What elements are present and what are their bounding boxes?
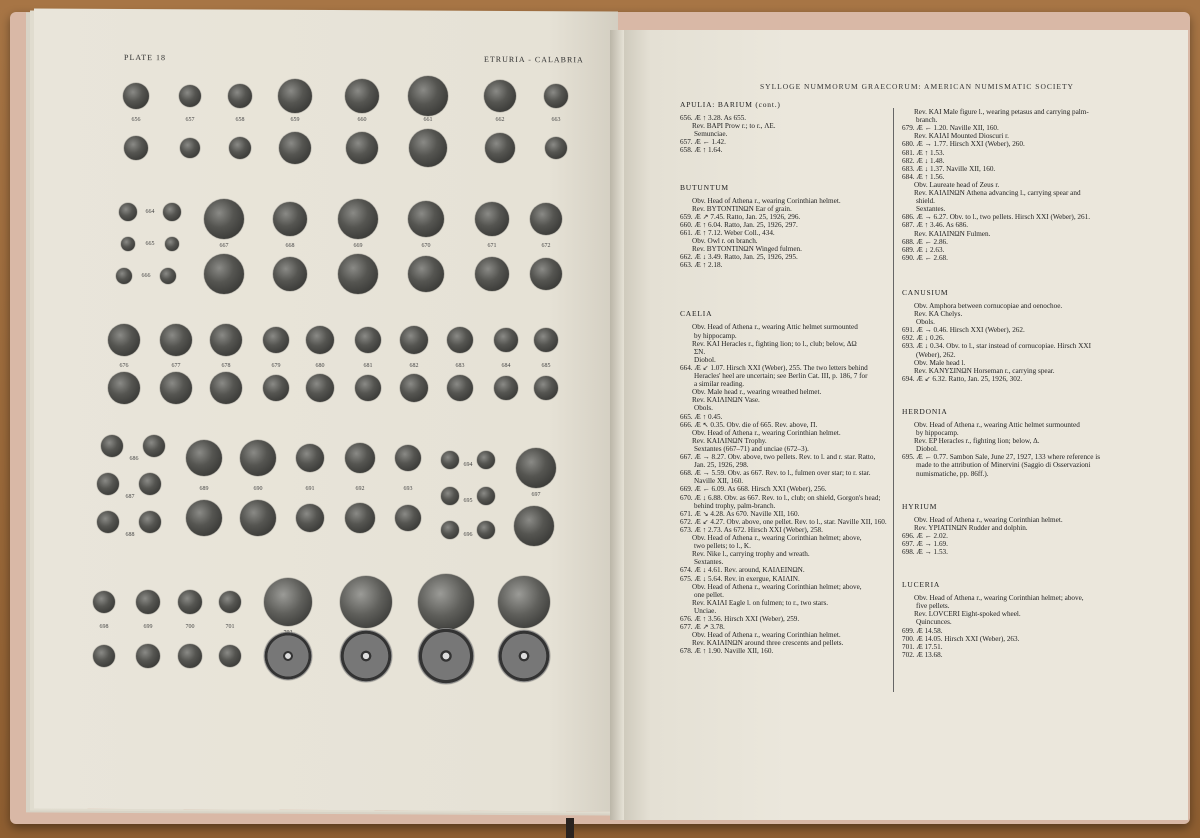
catalogue-line: 661. Æ ↑ 7.12. Weber Coll., 434.	[680, 228, 775, 237]
coin-image	[338, 199, 378, 239]
coin-image	[228, 84, 252, 108]
catalogue-line: Sextantes (667–71) and unciae (672–3).	[694, 444, 809, 453]
catalogue-line: 657. Æ ← 1.42.	[680, 138, 726, 147]
coin-image	[240, 440, 276, 476]
coin-image	[210, 372, 242, 404]
coin-image	[485, 133, 515, 163]
coin-number: 697	[531, 492, 541, 498]
coin-number: 690	[253, 486, 263, 492]
catalogue-line: 687. Æ ↑ 3.46. As 686.	[902, 221, 969, 230]
coin-image	[409, 129, 447, 167]
coin-image	[355, 375, 381, 401]
coin-number: 662	[495, 117, 505, 123]
catalogue-line: 695. Æ ← 0.77. Sambon Sale, June 27, 1927, 133 where reference is	[902, 453, 1101, 462]
coin-image	[97, 511, 119, 533]
catalogue-line: 668. Æ → 5.59. Obv. as 667. Rev. to l., fulmen over star; to r. star.	[680, 469, 871, 478]
catalogue-line: Obv. Laureate head of Zeus r.	[914, 180, 1000, 189]
catalogue-line: Rev. KAI Heracles r., fighting lion; to l., club; below, ΔΩ	[692, 339, 857, 348]
coin-image	[475, 257, 509, 291]
coin-image	[139, 473, 161, 495]
catalogue-line: 670. Æ ↓ 6.88. Obv. as 667. Rev. to l., club; on shield, Gorgon's head;	[680, 493, 881, 502]
section-title: BUTUNTUM	[680, 182, 729, 192]
coin-image	[163, 203, 181, 221]
catalogue-line: 660. Æ ↑ 6.04. Ratto, Jan. 25, 1926, 297.	[680, 220, 798, 229]
catalogue-line: Sextantes.	[694, 558, 724, 567]
section-title: HYRIUM	[902, 501, 938, 511]
coin-number: 694	[463, 462, 473, 468]
coin-number: 663	[551, 117, 561, 123]
catalogue-line: Diobol.	[916, 445, 938, 454]
catalogue-line: 669. Æ ← 6.09. As 668. Hirsch XXI (Weber), 256.	[680, 485, 827, 494]
coin-image	[204, 254, 244, 294]
catalogue-line: 701. Æ 17.51.	[902, 642, 943, 651]
coin-image	[418, 574, 474, 630]
coin-number: 668	[285, 243, 295, 249]
coin-number: 684	[501, 363, 511, 369]
catalogue-line: Obv. Owl r. on branch.	[692, 237, 758, 245]
column-rule	[893, 108, 894, 692]
catalogue-line: Rev. YPIATINΩN Rudder and dolphin.	[914, 523, 1028, 532]
coin-number: 685	[541, 363, 551, 369]
catalogue-line: branch.	[916, 116, 938, 125]
book-gutter	[610, 30, 624, 820]
catalogue-line: Rev. KANYΣINΩN Horseman r., carrying spear.	[914, 366, 1055, 375]
coin-number: 701	[225, 624, 235, 630]
catalogue-line: Heracles' heel are uncertain; see Berlin Cat. III, p. 186, 7 for	[694, 372, 868, 380]
catalogue-line: Obv. Head of Athena r., wearing Corinthian helmet; above,	[692, 582, 862, 591]
coin-image	[264, 578, 312, 626]
catalogue-line: Obv. Head of Athena r., wearing Corinthian helmet.	[692, 631, 841, 640]
coin-number: 688	[125, 532, 135, 538]
coin-image	[210, 324, 242, 356]
catalogue-line: 659. Æ ↗ 7.45. Ratto, Jan. 25, 1926, 296.	[680, 212, 801, 221]
catalogue-line: Rev. BYTONTINΩN Ear of grain.	[692, 204, 792, 213]
catalogue-line: 686. Æ → 6.27. Obv. to l., two pellets. Hirsch XXI (Weber), 261.	[902, 213, 1090, 222]
coin-number: 669	[353, 243, 363, 249]
coin-number: 667	[219, 243, 229, 249]
coin-number: 658	[235, 117, 245, 123]
coin-image	[101, 435, 123, 457]
catalogue-line: 682. Æ ↓ 1.48.	[902, 156, 945, 165]
catalogue-line: 683. Æ ↓ 1.37. Naville XII, 160.	[902, 164, 996, 173]
catalogue-line: 675. Æ ↓ 5.64. Rev. in exergue, KAIΛIN.	[680, 574, 800, 583]
catalogue-line: Semunciae.	[694, 130, 728, 139]
catalogue-line: 678. Æ ↑ 1.90. Naville XII, 160.	[680, 647, 774, 656]
coin-image	[346, 132, 378, 164]
coin-image	[534, 328, 558, 352]
coin-number: 692	[355, 486, 365, 492]
coin-image	[338, 254, 378, 294]
coin-number: 656	[131, 117, 141, 123]
coin-number: 677	[171, 363, 181, 369]
coin-number: 683	[455, 363, 465, 369]
catalogue-line: numismatiche, pp. 86ff.).	[916, 469, 989, 478]
coin-image	[124, 136, 148, 160]
coin-number: 698	[99, 624, 109, 630]
coin-number: 678	[221, 363, 231, 369]
catalogue-line: Sextantes.	[916, 205, 946, 214]
catalogue-line: Rev. LOVCERI Eight-spoked wheel.	[914, 610, 1021, 619]
coin-image	[296, 504, 324, 532]
catalogue-line: Rev. Nike l., carrying trophy and wreath.	[692, 550, 810, 559]
coin-image	[408, 201, 444, 237]
coin-number: 664	[145, 209, 155, 215]
catalogue-line: one pellet.	[694, 590, 724, 599]
coin-image	[494, 376, 518, 400]
coin-number: 691	[305, 486, 315, 492]
coin-image	[116, 268, 132, 284]
coin-image	[97, 473, 119, 495]
coin-image	[204, 199, 244, 239]
coin-image	[136, 590, 160, 614]
coin-image	[296, 444, 324, 472]
coin-image	[530, 258, 562, 290]
coin-image	[178, 590, 202, 614]
catalogue-line: Obv. Head of Athena r., wearing Corinthian helmet.	[914, 515, 1063, 524]
coin-number: 681	[363, 363, 373, 369]
coin-number: 661	[423, 117, 433, 123]
coin-image	[180, 138, 200, 158]
coin-image	[408, 256, 444, 292]
catalogue-line: Rev. KA Chelys.	[914, 310, 963, 318]
catalogue-line: Obols.	[694, 404, 713, 413]
section-title: APULIA: BARIUM (cont.)	[680, 100, 781, 109]
coin-image	[494, 328, 518, 352]
catalogue-line: Obv. Amphora between cornucopiae and oenochoe.	[914, 301, 1063, 310]
section-title: CANUSIUM	[902, 287, 949, 297]
catalogue-line: Unciae.	[694, 606, 717, 615]
catalogue-line: a similar reading.	[694, 380, 745, 389]
coin-image	[186, 500, 222, 536]
catalogue-line: 679. Æ ← 1.20. Naville XII, 160.	[902, 124, 999, 133]
catalogue-line: 694. Æ ↙ 6.32. Ratto, Jan. 25, 1926, 302.	[902, 374, 1023, 383]
catalogue-line: 672. Æ ↙ 4.27. Obv. above, one pellet. Rev. to l., star. Naville XII, 160.	[680, 517, 887, 526]
coin-image	[264, 632, 312, 680]
coin-image	[165, 237, 179, 251]
coin-image	[534, 376, 558, 400]
coin-image	[160, 324, 192, 356]
catalogue-line: 656. Æ ↑ 3.28. As 655.	[680, 114, 747, 122]
catalogue-line: 699. Æ 14.58.	[902, 626, 943, 635]
coin-number: 695	[463, 498, 473, 504]
coin-number: 699	[143, 624, 153, 630]
catalogue-line: two pellets; to l., K.	[694, 542, 751, 551]
catalogue-line: Rev. KAIΛI Mounted Dioscuri r.	[914, 132, 1009, 141]
coin-number: 680	[315, 363, 325, 369]
catalogue-line: Rev. KAIΛINΩN Fulmen.	[914, 229, 991, 238]
catalogue-line: Obv. Male head r., wearing wreathed helmet.	[692, 388, 822, 397]
catalogue-line: Rev. EP Heracles r., fighting lion; below, Δ.	[914, 437, 1040, 446]
catalogue-line: 677. Æ ↗ 3.78.	[680, 623, 725, 632]
catalogue-line: 667. Æ → 8.27. Obv. above, two pellets. Rev. to l. and r. star. Ratto,	[680, 453, 876, 461]
catalogue-line: Rev. KAIΛINΩN Athena advancing l., carrying spear and	[914, 189, 1081, 197]
catalogue-line: (Weber), 262.	[916, 350, 956, 359]
catalogue-line: 673. Æ ↑ 2.73. As 672. Hirsch XXI (Weber), 258.	[680, 525, 823, 534]
catalogue-line: behind trophy, palm-branch.	[694, 501, 776, 510]
catalogue-line: Obv. Head of Athena r., wearing Corinthian helmet; above,	[692, 534, 862, 542]
catalogue-line: Obv. Male head l.	[914, 358, 966, 367]
catalogue-line: Rev. BYTONTINΩN Winged fulmen.	[692, 245, 802, 254]
catalogue-line: Naville XII, 160.	[694, 477, 744, 486]
section-title: HERDONIA	[902, 406, 948, 416]
coin-image	[355, 327, 381, 353]
catalogue-line: 693. Æ ↓ 0.34. Obv. to l., star instead of cornucopiae. Hirsch XXI	[902, 342, 1091, 351]
coin-image	[400, 374, 428, 402]
section-title: LUCERIA	[902, 580, 941, 590]
coin-image	[306, 374, 334, 402]
coin-image	[139, 511, 161, 533]
coin-number: 670	[421, 243, 431, 249]
catalogue-line: Rev. KAIΛINΩN Vase.	[692, 396, 760, 405]
catalogue-line: Obv. Head of Athena r., wearing Corinthian helmet; above,	[914, 594, 1084, 603]
coin-image	[263, 327, 289, 353]
coin-image	[229, 137, 251, 159]
catalogue-line: 691. Æ → 0.46. Hirsch XXI (Weber), 262.	[902, 326, 1025, 335]
coin-image	[121, 237, 135, 251]
coin-image	[516, 448, 556, 488]
catalogue-line: 690. Æ ← 2.68.	[902, 253, 948, 262]
coin-image	[240, 500, 276, 536]
coin-image	[340, 630, 392, 682]
coin-image	[263, 375, 289, 401]
coin-image	[447, 375, 473, 401]
catalogue-line: 663. Æ ↑ 2.18.	[680, 261, 723, 270]
catalogue-line: 674. Æ ↓ 4.61. Rev. around, KAIΛEINΩN.	[680, 566, 805, 575]
coin-number: 666	[141, 273, 151, 279]
coin-image	[279, 132, 311, 164]
coin-image	[545, 137, 567, 159]
catalogue-line: 680. Æ → 1.77. Hirsch XXI (Weber), 260.	[902, 140, 1025, 149]
catalogue-line: Obv. Head of Athena r., wearing Attic helmet surmounted	[692, 323, 858, 332]
coin-number: 693	[403, 486, 413, 492]
catalogue-line: 688. Æ ← 2.86.	[902, 237, 948, 246]
coin-number: 660	[357, 117, 367, 123]
coin-image	[108, 372, 140, 404]
coin-image	[345, 79, 379, 113]
coin-number: 676	[119, 363, 129, 369]
coin-number: 687	[125, 494, 135, 500]
catalogue-line: Diobol.	[694, 355, 716, 364]
catalogue-line: 666. Æ ↖ 0.35. Obv. die of 665. Rev. above, Π.	[680, 420, 818, 429]
catalogue-line: 676. Æ ↑ 3.56. Hirsch XXI (Weber), 259.	[680, 615, 800, 623]
coin-number: 671	[487, 243, 497, 249]
catalogue-line: shield.	[916, 197, 935, 206]
catalogue-line: Jan. 25, 1926, 298.	[694, 461, 749, 470]
catalogue-line: by hippocamp.	[694, 331, 737, 340]
coin-image	[273, 257, 307, 291]
catalogue-line: 692. Æ ↓ 0.26.	[902, 334, 945, 343]
coin-image	[179, 85, 201, 107]
coin-image	[447, 327, 473, 353]
coin-image	[160, 268, 176, 284]
coin-image	[108, 324, 140, 356]
coin-image	[219, 591, 241, 613]
coin-image	[143, 435, 165, 457]
catalogue-line: 671. Æ ↘ 4.28. As 670. Naville XII, 160.	[680, 509, 800, 518]
catalogue-line: 700. Æ 14.05. Hirsch XXI (Weber), 263.	[902, 634, 1020, 643]
catalogue-line: 698. Æ → 1.53.	[902, 548, 948, 556]
coin-image	[278, 79, 312, 113]
catalogue-line: 681. Æ ↑ 1.53.	[902, 148, 945, 157]
coin-image	[475, 202, 509, 236]
catalogue-line: Rev. KAIΛINΩN Trophy.	[692, 436, 767, 445]
coin-image	[273, 202, 307, 236]
catalogue-line: 658. Æ ↑ 1.64.	[680, 146, 723, 155]
running-head: SYLLOGE NUMMORUM GRAECORUM: AMERICAN NUMISMATIC SOCIETY	[760, 82, 1074, 91]
coin-image	[345, 503, 375, 533]
coin-image	[400, 326, 428, 354]
coin-image	[345, 443, 375, 473]
catalogue-line: 665. Æ ↑ 0.45.	[680, 412, 723, 421]
coin-number: 682	[409, 363, 419, 369]
coin-image	[514, 506, 554, 546]
coin-number: 659	[290, 117, 300, 123]
catalogue-line: by hippocamp.	[916, 429, 959, 437]
coin-image	[219, 645, 241, 667]
section-title: CAELIA	[680, 309, 713, 319]
coin-image	[93, 591, 115, 613]
coin-image	[530, 203, 562, 235]
catalogue-line: 697. Æ → 1.69.	[902, 539, 948, 548]
catalogue-line: Obv. Head of Athena r., wearing Attic helmet surmounted	[914, 420, 1080, 429]
coin-number: 672	[541, 243, 551, 249]
catalogue-line: made to the attribution of Minervini (Saggio di Osservazioni	[916, 461, 1091, 470]
coin-image	[160, 372, 192, 404]
catalogue-line: 664. Æ ↙ 1.07. Hirsch XXI (Weber), 255. The two letters behind	[680, 363, 868, 372]
coin-number: 700	[185, 624, 195, 630]
coin-image	[498, 576, 550, 628]
coin-number: 689	[199, 486, 209, 492]
coin-image	[395, 505, 421, 531]
coin-image	[123, 83, 149, 109]
coin-image	[340, 576, 392, 628]
coin-number: 702	[283, 630, 293, 636]
catalogue-line: five pellets.	[916, 602, 950, 611]
catalogue-line: 702. Æ 13.68.	[902, 650, 943, 659]
coin-number: 657	[185, 117, 195, 123]
coin-image	[498, 630, 550, 682]
coin-image	[178, 644, 202, 668]
catalogue-line: Rev. BAPI Prow r.; to r., ΛΕ.	[692, 122, 776, 131]
catalogue-line: Obols.	[916, 318, 935, 327]
coin-number: 686	[129, 456, 139, 462]
coin-image	[484, 80, 516, 112]
catalogue-line: 684. Æ ↑ 1.56.	[902, 172, 945, 181]
coin-image	[395, 445, 421, 471]
coin-image	[136, 644, 160, 668]
catalogue-line: 689. Æ ↓ 2.63.	[902, 245, 945, 254]
catalogue-line: Rev. KAI Male figure l., wearing petasus and carrying palm-	[914, 108, 1089, 116]
plate-label: PLATE 18	[124, 52, 166, 63]
coin-image	[544, 84, 568, 108]
coin-number: 679	[271, 363, 281, 369]
region-label: ETRURIA - CALABRIA	[484, 54, 584, 65]
plate-page	[34, 8, 618, 811]
catalogue-line: Obv. Head of Athena r., wearing Corinthian helmet.	[692, 196, 841, 205]
coin-image	[186, 440, 222, 476]
coin-image	[93, 645, 115, 667]
coin-image	[408, 76, 448, 116]
catalogue-line: Obv. Head of Athena r., wearing Corinthian helmet.	[692, 428, 841, 437]
catalogue-line: 696. Æ ← 2.02.	[902, 531, 948, 540]
coin-image	[306, 326, 334, 354]
catalogue-line: Rev. KAIΛINΩN around three crescents and pellets.	[692, 639, 844, 648]
coin-image	[418, 628, 474, 684]
catalogue-line: ΣΝ.	[694, 347, 706, 356]
catalogue-line: Rev. KAIΛI Eagle l. on fulmen; to r., two stars.	[692, 598, 829, 607]
catalogue-line: Quincunces.	[916, 618, 952, 627]
catalogue-line: 662. Æ ↓ 3.49. Ratto, Jan. 25, 1926, 295.	[680, 253, 798, 262]
coin-number: 696	[463, 532, 473, 538]
coin-number: 665	[145, 241, 155, 247]
bookmark-ribbon	[566, 818, 574, 838]
